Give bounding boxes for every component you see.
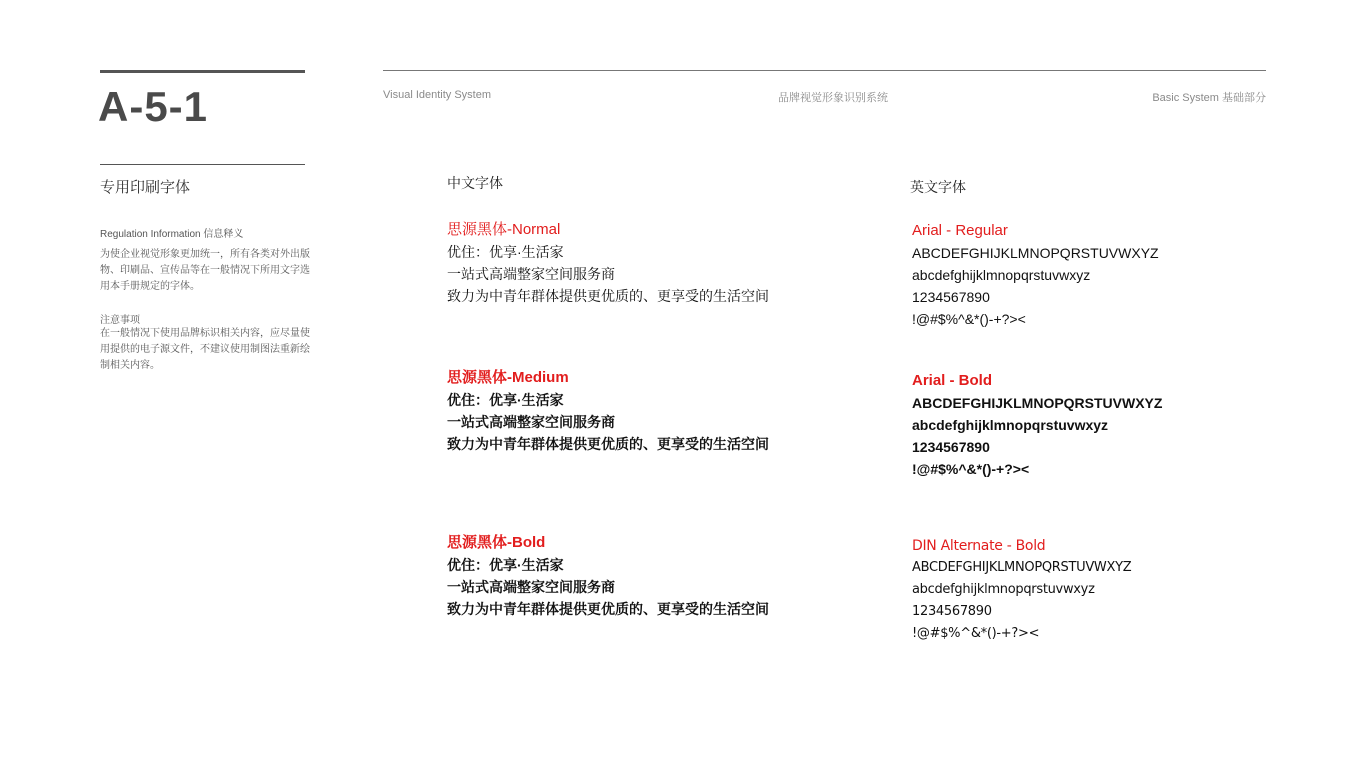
font-sample-arial-regular — [912, 220, 1159, 330]
section-divider — [100, 164, 305, 165]
sample-line: 优住：优享·生活家 — [447, 244, 564, 260]
font-name: Arial - Bold — [912, 372, 993, 389]
sample-line: 一站式高端整家空间服务商 — [447, 579, 615, 595]
font-name: 思源黑体-Bold — [447, 534, 546, 551]
page-code: A-5-1 — [98, 83, 209, 130]
top-left-rule — [100, 70, 305, 73]
regulation-paragraph: 为使企业视觉形象更加统一，所有各类对外出版物、印刷品、宣传品等在一般情况下所用文字选用本手册规定的字体。 — [100, 249, 310, 292]
sample-line: ABCDEFGHIJKLMNOPQRSTUVWXYZ — [912, 560, 1132, 575]
sample-line: abcdefghijklmnopqrstuvwxyz — [912, 267, 1091, 283]
sample-line: abcdefghijklmnopqrstuvwxyz — [912, 417, 1109, 433]
sample-line: 致力为中青年群体提供更优质的、更享受的生活空间 — [447, 288, 769, 304]
font-sample-cn-normal — [447, 219, 769, 307]
font-sample-cn-bold — [447, 532, 769, 620]
header-right-text: Basic System 基础部分 — [1152, 92, 1266, 104]
font-name: 思源黑体-Normal — [447, 221, 561, 238]
sample-line: 一站式高端整家空间服务商 — [447, 414, 615, 430]
sample-line: 1234567890 — [912, 439, 990, 455]
header-left-text: Visual Identity System — [383, 89, 492, 101]
font-name: DIN Alternate - Bold — [912, 538, 1046, 554]
sample-line: !@#$%^&*()-+?>< — [912, 311, 1026, 327]
sample-line: 1234567890 — [912, 604, 992, 619]
font-name: 思源黑体-Medium — [447, 369, 569, 386]
sample-line: !@#$%^&*()-+?>< — [912, 461, 1030, 477]
sample-line: ABCDEFGHIJKLMNOPQRSTUVWXYZ — [912, 245, 1159, 261]
note-paragraph: 在一般情况下使用品牌标识相关内容，应尽量使用提供的电子源文件，不建议使用制图法重新绘制相关内容。 — [100, 328, 310, 371]
font-sample-cn-medium — [447, 367, 769, 455]
sample-line: 一站式高端整家空间服务商 — [447, 266, 615, 282]
chinese-fonts-heading: 中文字体 — [447, 175, 503, 191]
sample-line: !@#$%^&*()-+?>< — [912, 626, 1040, 641]
font-sample-arial-bold — [912, 370, 1162, 480]
sample-line: 优住：优享·生活家 — [447, 392, 564, 408]
sample-line: abcdefghijklmnopqrstuvwxyz — [912, 582, 1095, 597]
header-rule — [383, 70, 1266, 71]
header-center-text: 品牌视觉形象识别系统 — [778, 92, 888, 104]
note-title: 注意事项 — [100, 315, 140, 326]
sample-line: 致力为中青年群体提供更优质的、更享受的生活空间 — [447, 436, 769, 452]
sample-line: 优住：优享·生活家 — [447, 557, 564, 573]
english-fonts-heading: 英文字体 — [910, 179, 966, 195]
sample-line: 致力为中青年群体提供更优质的、更享受的生活空间 — [447, 601, 769, 617]
font-sample-din-alternate-bold — [912, 535, 1131, 645]
font-name: Arial - Regular — [912, 222, 1008, 239]
section-title: 专用印刷字体 — [100, 179, 191, 196]
sample-line: ABCDEFGHIJKLMNOPQRSTUVWXYZ — [912, 395, 1163, 411]
sample-line: 1234567890 — [912, 289, 990, 305]
regulation-label: Regulation Information 信息释义 — [100, 229, 244, 240]
